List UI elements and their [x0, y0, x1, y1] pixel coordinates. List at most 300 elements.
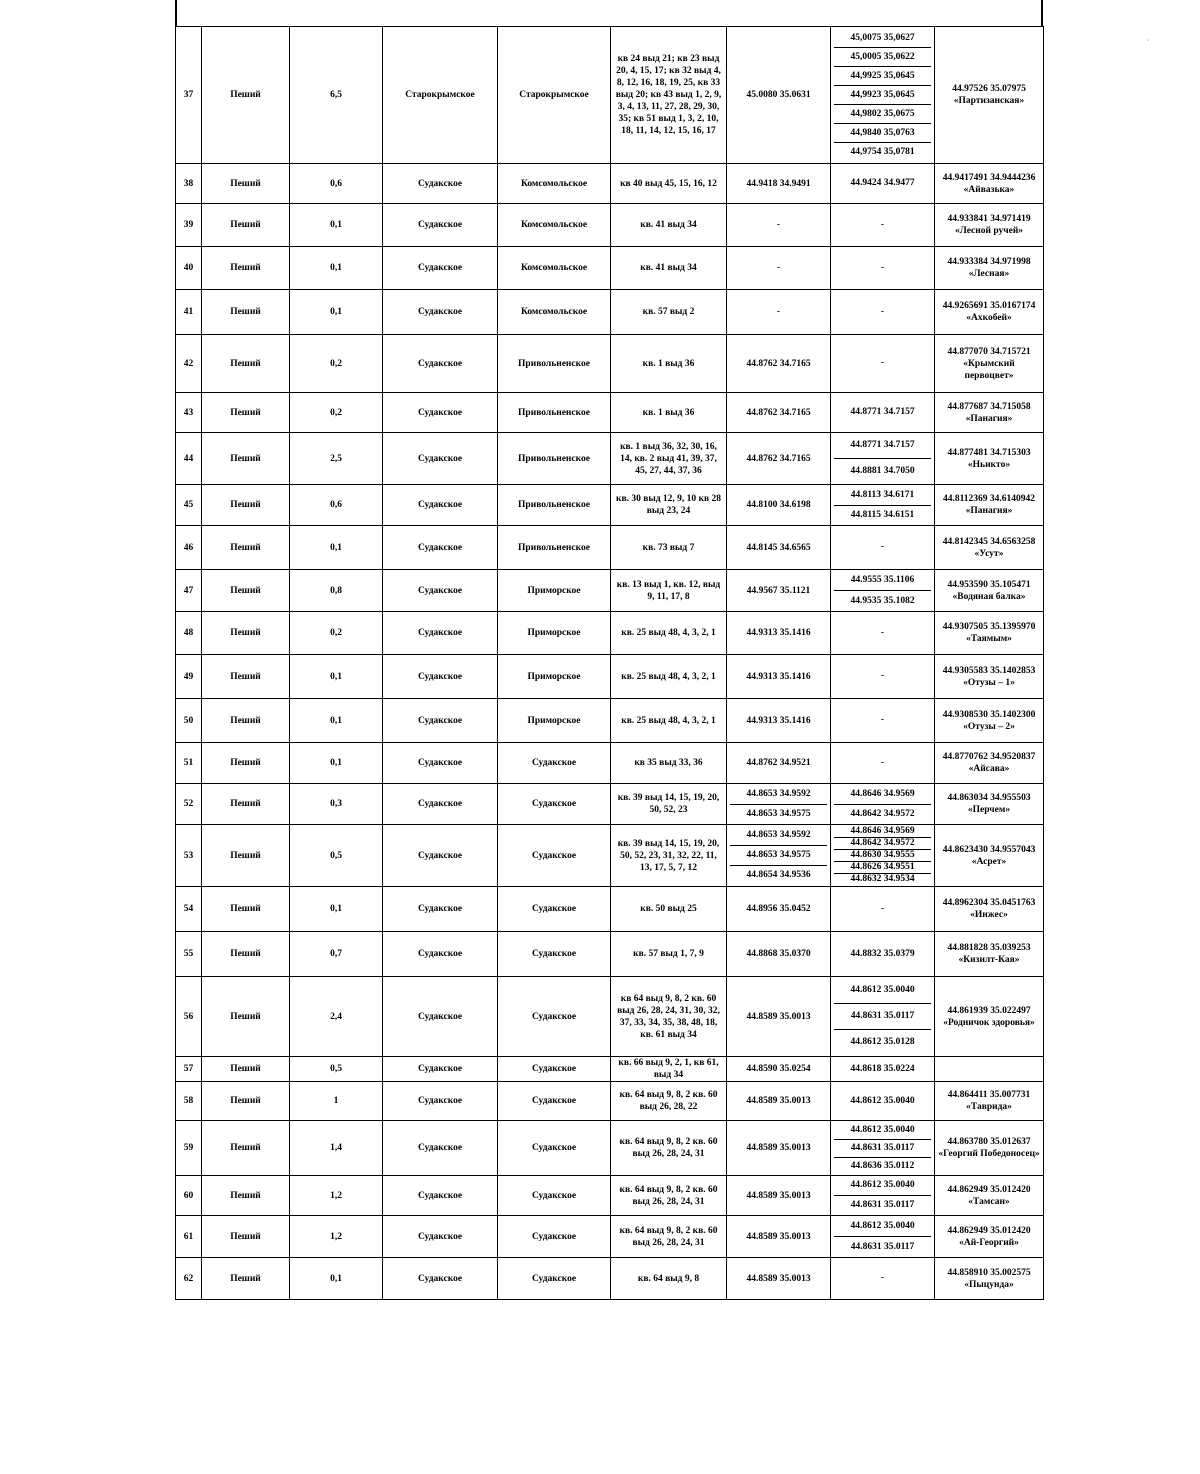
route-type: Пеший: [202, 204, 290, 247]
district-name: Судакское: [498, 1258, 611, 1300]
row-number: 50: [176, 699, 202, 743]
waypoint-coordinates-line: 44.9555 35.1106: [850, 575, 915, 585]
start-coordinates: 44.8956 35.0452: [727, 887, 831, 932]
start-coordinates: 44.9313 35.1416: [727, 699, 831, 743]
waypoint-coordinates-line: 44.8642 34.9572: [834, 837, 931, 849]
waypoint-coordinates-line: 44.8612 35.0128: [834, 1029, 931, 1055]
final-point: 44.9417491 34.9444236 «Айвазька»: [935, 164, 1044, 204]
waypoint-coordinates-line: 44.8632 34.9534: [834, 873, 931, 885]
forestry-name: Судакское: [383, 1121, 498, 1176]
final-point: 44.858910 35.002575 «Пыцунда»: [935, 1258, 1044, 1300]
route-type: Пеший: [202, 335, 290, 393]
route-type: Пеший: [202, 485, 290, 526]
forestry-name: Судакское: [383, 784, 498, 825]
waypoint-coordinates: [831, 1216, 935, 1258]
waypoint-coordinates-line: 44.8631 35.0117: [834, 1236, 931, 1257]
waypoint-coordinates-line: -: [880, 358, 885, 368]
table-row: [176, 699, 1044, 743]
route-length: 1,2: [290, 1176, 383, 1216]
table-row: [176, 1258, 1044, 1300]
final-point: 44.933384 34.971998 «Лесная»: [935, 247, 1044, 290]
waypoint-coordinates-line: 44,9925 35,0645: [834, 66, 931, 85]
row-number: 61: [176, 1216, 202, 1258]
forestry-name: Судакское: [383, 335, 498, 393]
table-row: [176, 932, 1044, 977]
final-point: 44.8623430 34.9557043 «Асрет»: [935, 825, 1044, 887]
final-point: 44.9305583 35.1402853 «Отузы – 1»: [935, 655, 1044, 699]
route-length: 0,1: [290, 204, 383, 247]
district-name: Судакское: [498, 977, 611, 1057]
start-coordinates-line: 44.8653 34.9592: [746, 788, 811, 799]
table-row: [176, 887, 1044, 932]
start-coordinates: 44.9313 35.1416: [727, 612, 831, 655]
final-point: 44.933841 34.971419 «Лесной ручей»: [935, 204, 1044, 247]
waypoint-coordinates: [831, 485, 935, 526]
forestry-name: Судакское: [383, 570, 498, 612]
table-row: [176, 570, 1044, 612]
route-type: Пеший: [202, 784, 290, 825]
start-coordinates: 44.8145 34.6565: [727, 526, 831, 570]
route-length: 0,1: [290, 290, 383, 335]
waypoint-coordinates-line: 44.8646 34.9569: [850, 826, 915, 836]
district-name: Судакское: [498, 932, 611, 977]
quarters-and-sections: кв. 64 выд 9, 8, 2 кв. 60 выд 26, 28, 24, 31: [611, 1216, 727, 1258]
table-row: [176, 204, 1044, 247]
waypoint-coordinates: [831, 27, 935, 164]
waypoint-coordinates-line: 44.8612 35.0040: [850, 1096, 915, 1106]
route-type: Пеший: [202, 612, 290, 655]
waypoint-coordinates-line: 44.8618 35.0224: [850, 1063, 915, 1074]
waypoint-coordinates-line: 44.8631 35.0117: [834, 1139, 931, 1157]
route-type: Пеший: [202, 887, 290, 932]
row-number: 47: [176, 570, 202, 612]
start-coordinates: 44.8762 34.7165: [727, 335, 831, 393]
row-number: 62: [176, 1258, 202, 1300]
row-number: 49: [176, 655, 202, 699]
final-point: 44.862949 35.012420 «Тамсан»: [935, 1176, 1044, 1216]
district-name: Судакское: [498, 1121, 611, 1176]
final-point: 44.9308530 35.1402300 «Отузы – 2»: [935, 699, 1044, 743]
quarters-and-sections: кв. 25 выд 48, 4, 3, 2, 1: [611, 699, 727, 743]
district-name: Комсомольское: [498, 247, 611, 290]
district-name: Судакское: [498, 825, 611, 887]
start-coordinates: 44.8762 34.7165: [727, 433, 831, 485]
forestry-name: Судакское: [383, 290, 498, 335]
quarters-and-sections: кв. 39 выд 14, 15, 19, 20, 50, 52, 23, 31, 32, 22, 11, 13, 17, 5, 7, 12: [611, 825, 727, 887]
district-name: Приморское: [498, 612, 611, 655]
final-point: 44.877687 34.715058 «Панагия»: [935, 393, 1044, 433]
row-number: 53: [176, 825, 202, 887]
quarters-and-sections: кв. 73 выд 7: [611, 526, 727, 570]
route-type: Пеший: [202, 526, 290, 570]
waypoint-coordinates-line: 44.8115 34.6151: [834, 505, 931, 525]
waypoint-coordinates-line: 44.8612 35.0040: [850, 1221, 915, 1231]
quarters-and-sections: кв. 1 выд 36: [611, 393, 727, 433]
waypoint-coordinates-line: 44.8881 34.7050: [834, 458, 931, 484]
row-number: 51: [176, 743, 202, 784]
start-coordinates-line: 44.8654 34.9536: [730, 865, 827, 885]
quarters-and-sections: кв 64 выд 9, 8, 2 кв. 60 выд 26, 28, 24, 31, 30, 32, 37, 33, 34, 35, 38, 48, 18, кв. 61 выд 34: [611, 977, 727, 1057]
table-row: [176, 1216, 1044, 1258]
start-coordinates: 45.0080 35.0631: [727, 27, 831, 164]
district-name: Судакское: [498, 1082, 611, 1121]
district-name: Привольненское: [498, 526, 611, 570]
waypoint-coordinates: [831, 247, 935, 290]
waypoint-coordinates: [831, 1082, 935, 1121]
row-number: 52: [176, 784, 202, 825]
table-row: [176, 393, 1044, 433]
forestry-name: Судакское: [383, 1176, 498, 1216]
start-coordinates: 44.8762 34.7165: [727, 393, 831, 433]
quarters-and-sections: кв. 1 выд 36, 32, 30, 16, 14, кв. 2 выд 41, 39, 37, 45, 27, 44, 37, 36: [611, 433, 727, 485]
district-name: Привольненское: [498, 485, 611, 526]
waypoint-coordinates-line: 44.8771 34.7157: [850, 440, 915, 450]
forestry-name: Судакское: [383, 1216, 498, 1258]
start-coordinates: 44.8589 35.0013: [727, 1258, 831, 1300]
forestry-name: Судакское: [383, 247, 498, 290]
waypoint-coordinates-line: 44.8832 35.0379: [850, 949, 915, 959]
start-coordinates: 44.8589 35.0013: [727, 1082, 831, 1121]
route-length: 0,3: [290, 784, 383, 825]
table-row: [176, 655, 1044, 699]
route-type: Пеший: [202, 1216, 290, 1258]
forestry-name: Судакское: [383, 699, 498, 743]
row-number: 45: [176, 485, 202, 526]
waypoint-coordinates-line: 45,0005 35,0622: [834, 47, 931, 66]
route-length: 1,2: [290, 1216, 383, 1258]
waypoint-coordinates-line: 44,9754 35,0781: [834, 142, 931, 161]
start-coordinates: 44.8589 35.0013: [727, 1216, 831, 1258]
route-type: Пеший: [202, 247, 290, 290]
forestry-name: Судакское: [383, 1258, 498, 1300]
route-length: 0,1: [290, 247, 383, 290]
forestry-name: Судакское: [383, 1082, 498, 1121]
forestry-name: Судакское: [383, 743, 498, 784]
row-number: 46: [176, 526, 202, 570]
waypoint-coordinates: [831, 570, 935, 612]
row-number: 39: [176, 204, 202, 247]
route-length: 2,5: [290, 433, 383, 485]
quarters-and-sections: кв. 41 выд 34: [611, 247, 727, 290]
route-length: 0,2: [290, 393, 383, 433]
quarters-and-sections: кв. 13 выд 1, кв. 12, выд 9, 11, 17, 8: [611, 570, 727, 612]
quarters-and-sections: кв. 25 выд 48, 4, 3, 2, 1: [611, 612, 727, 655]
table-row: [176, 1057, 1044, 1082]
waypoint-coordinates: [831, 932, 935, 977]
start-coordinates: 44.8589 35.0013: [727, 1121, 831, 1176]
start-coordinates: 44.8100 34.6198: [727, 485, 831, 526]
waypoint-coordinates-line: -: [880, 904, 885, 914]
route-length: 0,1: [290, 743, 383, 784]
table-row: [176, 825, 1044, 887]
waypoint-coordinates: [831, 977, 935, 1057]
row-number: 41: [176, 290, 202, 335]
route-type: Пеший: [202, 825, 290, 887]
row-number: 59: [176, 1121, 202, 1176]
route-type: Пеший: [202, 290, 290, 335]
district-name: Судакское: [498, 784, 611, 825]
district-name: Привольненское: [498, 335, 611, 393]
forestry-name: Судакское: [383, 393, 498, 433]
forestry-name: Судакское: [383, 977, 498, 1057]
final-point: 44.9265691 35.0167174 «Ахкобей»: [935, 290, 1044, 335]
waypoint-coordinates-line: 44.8631 35.0117: [834, 1003, 931, 1029]
quarters-and-sections: кв. 41 выд 34: [611, 204, 727, 247]
forestry-name: Судакское: [383, 1057, 498, 1082]
quarters-and-sections: кв. 30 выд 12, 9, 10 кв 28 выд 23, 24: [611, 485, 727, 526]
forestry-name: Судакское: [383, 887, 498, 932]
waypoint-coordinates-line: -: [880, 758, 885, 768]
final-point: 44.8770762 34.9520837 «Айсава»: [935, 743, 1044, 784]
forestry-name: Судакское: [383, 612, 498, 655]
route-type: Пеший: [202, 977, 290, 1057]
table-row: [176, 1082, 1044, 1121]
final-point: 44.862949 35.012420 «Ай-Георгий»: [935, 1216, 1044, 1258]
start-coordinates: 44.9313 35.1416: [727, 655, 831, 699]
quarters-and-sections: кв. 25 выд 48, 4, 3, 2, 1: [611, 655, 727, 699]
waypoint-coordinates: [831, 290, 935, 335]
quarters-and-sections: кв 24 выд 21; кв 23 выд 20, 4, 15, 17; кв 32 выд 4, 8, 12, 16, 18, 19, 25, кв 33 выд 20; кв 43 выд 1, 2, 9, 3, 4, 13, 11, 27, 28, 29, 30, 35; кв 51 выд 1, 3, 2, 10, 18, 11, 14, 12, 15, 16, 17: [611, 27, 727, 164]
route-length: 0,1: [290, 655, 383, 699]
waypoint-coordinates-line: 44.8113 34.6171: [850, 489, 915, 500]
route-length: 0,6: [290, 164, 383, 204]
waypoint-coordinates: [831, 335, 935, 393]
route-length: 0,1: [290, 1258, 383, 1300]
waypoint-coordinates-line: 45,0075 35,0627: [850, 33, 915, 43]
waypoint-coordinates: [831, 825, 935, 887]
waypoint-coordinates: [831, 743, 935, 784]
route-length: 0,1: [290, 887, 383, 932]
start-coordinates: 44.9418 34.9491: [727, 164, 831, 204]
waypoint-coordinates-line: -: [880, 671, 885, 681]
waypoint-coordinates: [831, 164, 935, 204]
quarters-and-sections: кв. 64 выд 9, 8, 2 кв. 60 выд 26, 28, 24, 31: [611, 1176, 727, 1216]
table-row: [176, 1121, 1044, 1176]
route-type: Пеший: [202, 932, 290, 977]
row-number: 42: [176, 335, 202, 393]
route-type: Пеший: [202, 699, 290, 743]
forestry-name: Судакское: [383, 655, 498, 699]
row-number: 37: [176, 27, 202, 164]
waypoint-coordinates-line: -: [880, 220, 885, 230]
waypoint-coordinates-line: -: [880, 1273, 885, 1283]
quarters-and-sections: кв. 50 выд 25: [611, 887, 727, 932]
route-length: 0,8: [290, 570, 383, 612]
start-coordinates: 44.8868 35.0370: [727, 932, 831, 977]
final-point: 44.8962304 35.0451763 «Инжес»: [935, 887, 1044, 932]
waypoint-coordinates-line: -: [880, 307, 885, 317]
final-point: 44.97526 35.07975 «Партизанская»: [935, 27, 1044, 164]
waypoint-coordinates: [831, 1258, 935, 1300]
row-number: 56: [176, 977, 202, 1057]
final-point: 44.9307505 35.1395970 «Таямым»: [935, 612, 1044, 655]
waypoint-coordinates-line: 44,9840 35,0763: [834, 123, 931, 142]
forestry-name: Судакское: [383, 932, 498, 977]
route-type: Пеший: [202, 164, 290, 204]
route-length: 0,1: [290, 699, 383, 743]
table-row: [176, 485, 1044, 526]
start-coordinates-line: 44.8653 34.9592: [746, 830, 811, 840]
route-type: Пеший: [202, 1258, 290, 1300]
table-row: [176, 1176, 1044, 1216]
route-type: Пеший: [202, 655, 290, 699]
start-coordinates: -: [727, 290, 831, 335]
district-name: Привольненское: [498, 433, 611, 485]
quarters-and-sections: кв 35 выд 33, 36: [611, 743, 727, 784]
table-row: [176, 526, 1044, 570]
waypoint-coordinates-line: 44,9923 35,0645: [834, 85, 931, 104]
forestry-name: Судакское: [383, 204, 498, 247]
start-coordinates: 44.8762 34.9521: [727, 743, 831, 784]
waypoint-coordinates-line: 44,9802 35,0675: [834, 104, 931, 123]
waypoint-coordinates-line: 44.8626 34.9551: [834, 861, 931, 873]
quarters-and-sections: кв. 64 выд 9, 8: [611, 1258, 727, 1300]
district-name: Приморское: [498, 570, 611, 612]
forestry-name: Судакское: [383, 825, 498, 887]
route-length: 6,5: [290, 27, 383, 164]
quarters-and-sections: кв. 57 выд 2: [611, 290, 727, 335]
waypoint-coordinates-line: 44.8630 34.9555: [834, 849, 931, 861]
district-name: Судакское: [498, 743, 611, 784]
waypoint-coordinates-line: 44.8771 34.7157: [850, 407, 915, 417]
waypoint-coordinates-line: 44.8631 35.0117: [834, 1195, 931, 1215]
start-coordinates: 44.8589 35.0013: [727, 977, 831, 1057]
waypoint-coordinates-line: 44.9535 35.1082: [834, 590, 931, 611]
final-point: 44.864411 35.007731 «Таврида»: [935, 1082, 1044, 1121]
forestry-name: Судакское: [383, 485, 498, 526]
final-point: 44.861939 35.022497 «Родничок здоровья»: [935, 977, 1044, 1057]
waypoint-coordinates-line: -: [880, 263, 885, 273]
quarters-and-sections: кв. 64 выд 9, 8, 2 кв. 60 выд 26, 28, 22: [611, 1082, 727, 1121]
waypoint-coordinates-line: -: [880, 542, 885, 552]
waypoint-coordinates: [831, 1121, 935, 1176]
district-name: Комсомольское: [498, 290, 611, 335]
waypoint-coordinates: [831, 612, 935, 655]
route-type: Пеший: [202, 393, 290, 433]
route-length: 2,4: [290, 977, 383, 1057]
waypoint-coordinates: [831, 784, 935, 825]
district-name: Привольненское: [498, 393, 611, 433]
waypoint-coordinates: [831, 655, 935, 699]
final-point: 44.877070 34.715721 «Крымский первоцвет»: [935, 335, 1044, 393]
row-number: 40: [176, 247, 202, 290]
waypoint-coordinates: [831, 393, 935, 433]
waypoint-coordinates-line: 44.8642 34.9572: [834, 804, 931, 824]
table-row: [176, 290, 1044, 335]
row-number: 55: [176, 932, 202, 977]
quarters-and-sections: кв. 39 выд 14, 15, 19, 20, 50, 52, 23: [611, 784, 727, 825]
waypoint-coordinates: [831, 433, 935, 485]
final-point: 44.881828 35.039253 «Кизилт-Кая»: [935, 932, 1044, 977]
route-type: Пеший: [202, 743, 290, 784]
quarters-and-sections: кв. 64 выд 9, 8, 2 кв. 60 выд 26, 28, 24, 31: [611, 1121, 727, 1176]
table-row: [176, 977, 1044, 1057]
district-name: Комсомольское: [498, 164, 611, 204]
route-type: Пеший: [202, 570, 290, 612]
start-coordinates-line: 44.8653 34.9575: [730, 845, 827, 865]
forestry-name: Старокрымское: [383, 27, 498, 164]
waypoint-coordinates-line: -: [880, 628, 885, 638]
route-type: Пеший: [202, 1082, 290, 1121]
waypoint-coordinates: [831, 699, 935, 743]
waypoint-coordinates-line: -: [880, 715, 885, 725]
start-coordinates: 44.9567 35.1121: [727, 570, 831, 612]
waypoint-coordinates-line: 44.8612 35.0040: [850, 1124, 915, 1135]
route-length: 0,5: [290, 1057, 383, 1082]
waypoint-coordinates-line: 44.8612 35.0040: [850, 985, 915, 995]
waypoint-coordinates: [831, 1176, 935, 1216]
start-coordinates-line: 44.8653 34.9575: [730, 804, 827, 824]
route-type: Пеший: [202, 433, 290, 485]
district-name: Судакское: [498, 1057, 611, 1082]
route-length: 1,4: [290, 1121, 383, 1176]
route-type: Пеший: [202, 27, 290, 164]
route-length: 0,2: [290, 612, 383, 655]
route-length: 1: [290, 1082, 383, 1121]
row-number: 60: [176, 1176, 202, 1216]
route-type: Пеший: [202, 1057, 290, 1082]
table-row: [176, 164, 1044, 204]
row-number: 44: [176, 433, 202, 485]
table-row: [176, 335, 1044, 393]
table-row: [176, 743, 1044, 784]
table-row: [176, 784, 1044, 825]
waypoint-coordinates-line: 44.8636 35.0112: [834, 1157, 931, 1175]
waypoint-coordinates-line: 44.9424 34.9477: [850, 178, 915, 188]
district-name: Комсомольское: [498, 204, 611, 247]
route-length: 0,7: [290, 932, 383, 977]
waypoint-coordinates-line: 44.8612 35.0040: [850, 1180, 915, 1190]
waypoint-coordinates: [831, 887, 935, 932]
start-coordinates: [727, 784, 831, 825]
route-length: 0,6: [290, 485, 383, 526]
quarters-and-sections: кв. 57 выд 1, 7, 9: [611, 932, 727, 977]
waypoint-coordinates-line: 44.8646 34.9569: [850, 788, 915, 799]
start-coordinates: 44.8589 35.0013: [727, 1176, 831, 1216]
waypoint-coordinates: [831, 1057, 935, 1082]
table-row: [176, 27, 1044, 164]
final-point: 44.863034 34.955503 «Перчем»: [935, 784, 1044, 825]
final-point: 44.863780 35.012637 «Георгий Победоносец»: [935, 1121, 1044, 1176]
final-point: 44.953590 35.105471 «Водяная балка»: [935, 570, 1044, 612]
start-coordinates: -: [727, 204, 831, 247]
district-name: Судакское: [498, 1176, 611, 1216]
route-type: Пеший: [202, 1176, 290, 1216]
row-number: 54: [176, 887, 202, 932]
route-length: 0,2: [290, 335, 383, 393]
start-coordinates: [727, 825, 831, 887]
start-coordinates: -: [727, 247, 831, 290]
table-row: [176, 433, 1044, 485]
start-coordinates: 44.8590 35.0254: [727, 1057, 831, 1082]
district-name: Старокрымское: [498, 27, 611, 164]
row-number: 48: [176, 612, 202, 655]
quarters-and-sections: кв 40 выд 45, 15, 16, 12: [611, 164, 727, 204]
quarters-and-sections: кв. 66 выд 9, 2, 1, кв 61, выд 34: [611, 1057, 727, 1082]
route-length: 0,1: [290, 526, 383, 570]
table-top-frame: [175, 0, 1043, 26]
district-name: Судакское: [498, 1216, 611, 1258]
row-number: 43: [176, 393, 202, 433]
quarters-and-sections: кв. 1 выд 36: [611, 335, 727, 393]
row-number: 38: [176, 164, 202, 204]
table-row: [176, 247, 1044, 290]
waypoint-coordinates: [831, 204, 935, 247]
table-row: [176, 612, 1044, 655]
waypoint-coordinates: [831, 526, 935, 570]
district-name: Приморское: [498, 655, 611, 699]
district-name: Судакское: [498, 887, 611, 932]
